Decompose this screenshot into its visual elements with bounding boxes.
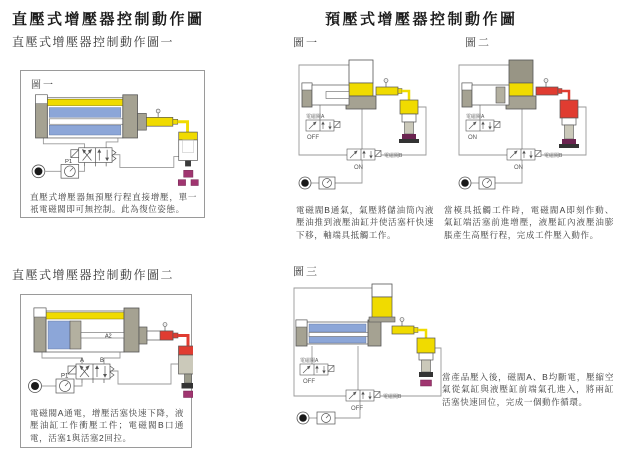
left-fig1-box [20, 70, 205, 218]
right-fig1-label: 圖一 [293, 37, 319, 49]
press-cylinder [179, 346, 194, 389]
valve-b [347, 149, 403, 171]
hydraulic-cylinder-horizontal [296, 320, 381, 346]
air-source-icon [29, 380, 42, 393]
pressure-gauge-icon [56, 374, 74, 394]
reservoir-press [417, 338, 435, 377]
air-source-icon [299, 177, 311, 189]
pressure-gauge-icon [61, 159, 79, 178]
right-fig3-caption: 當產品壓入後，磁閥A、B均斷電，壓縮空氣從氣缸與液壓缸前端氣孔進入，將兩缸活塞快速回位，完成一個動作循環。 [442, 372, 614, 407]
pressure-gauge-icon [479, 177, 495, 189]
port-b-label: B [100, 358, 105, 364]
valve-b-label: 電磁閥B [384, 153, 403, 159]
left-fig1-diagram [21, 85, 206, 187]
rod-label: A2 [105, 333, 112, 340]
right-fig1-caption: 電磁閥B通氣，氣壓將儲油筒內液壓油推到液壓油缸并使活塞杆快速下移，軸端具抵觸工作。 [296, 205, 434, 240]
valve-b-state: ON [354, 165, 363, 171]
left-fig2-box [20, 294, 192, 448]
left-fig1-label: 圖一 [31, 80, 55, 91]
bleed-valve-icon [163, 323, 167, 327]
right-fig1-diagram [292, 52, 447, 202]
valve-a-state: ON [468, 135, 477, 141]
press-cylinder [179, 132, 198, 166]
right-fig3-label: 圖三 [293, 266, 319, 278]
air-cylinder-vertical [369, 284, 395, 322]
valve-b-state: OFF [351, 406, 363, 412]
air-source-icon [459, 177, 471, 189]
right-fig2-diagram [452, 52, 612, 202]
workpiece [178, 170, 198, 185]
output-ram [146, 109, 187, 132]
port-a-label: A [80, 358, 85, 364]
air-source-icon [32, 165, 45, 178]
valve-a [466, 113, 500, 141]
booster-cylinder [34, 308, 147, 352]
valve-b-label: 電磁閥B [383, 394, 402, 400]
right-section-title: 預壓式增壓器控制動作圖 [325, 11, 518, 28]
output-ram [392, 318, 426, 339]
gauge-label: P1 [61, 373, 69, 380]
output-ram [147, 323, 188, 347]
booster-cylinder [36, 95, 147, 138]
left-fig2-caption: 電磁閥A通電，增壓活塞快速下降，液壓油缸工作衝壓工件；電磁閥B口通電，活塞1與活塞2回拉。 [30, 408, 184, 443]
output-ram [376, 79, 409, 101]
air-cylinder-vertical [506, 60, 536, 109]
pressure-gauge-icon [317, 412, 335, 424]
right-fig3-diagram [288, 276, 463, 434]
reservoir-press [399, 100, 419, 143]
valve-a-state: OFF [303, 379, 315, 385]
valve-b [507, 149, 563, 171]
workpiece [421, 380, 432, 386]
solenoid-valve-icon [71, 148, 116, 167]
left-subtitle-fig1: 直壓式增壓器控制動作圖一 [12, 35, 175, 49]
air-cylinder-vertical [346, 60, 376, 109]
gauge-label: P1 [64, 158, 73, 165]
valve-a-state: OFF [307, 135, 319, 141]
right-fig2-label: 圖二 [465, 37, 491, 49]
valve-b [346, 390, 402, 412]
air-source-icon [297, 412, 309, 424]
output-ram [536, 79, 569, 101]
bleed-valve-icon [384, 79, 388, 83]
hydraulic-cylinder-horizontal [462, 83, 509, 107]
solenoid-valve-icon [68, 358, 114, 383]
left-fig1-caption: 直壓式增壓器無預壓行程直接增壓，單一衹電磁閥即可無控制。此為復位姿態。 [30, 192, 197, 215]
bleed-valve-icon [156, 109, 160, 113]
bleed-valve-icon [400, 318, 404, 322]
valve-a [300, 357, 334, 385]
valve-a-label: 電磁閥A [306, 114, 325, 120]
right-fig2-caption: 當模具抵觸工件時，電磁閥A即刻作動、氣缸端活塞前進增壓，液壓缸內液壓油膨脹產生高壓行程，完成工件壓入動作。 [444, 205, 614, 240]
hydraulic-cylinder-horizontal [302, 83, 349, 107]
valve-a-label: 電磁閥A [300, 358, 319, 364]
left-fig2-diagram [21, 298, 193, 402]
workpiece [184, 391, 194, 398]
pressure-gauge-icon [319, 177, 335, 189]
valve-a-label: 電磁閥A [466, 114, 485, 120]
valve-b-state: ON [514, 165, 523, 171]
valve-a [306, 113, 340, 141]
left-section-title: 直壓式增壓器控制動作圖 [12, 11, 205, 28]
left-subtitle-fig2: 直壓式增壓器控制動作圖二 [12, 268, 175, 282]
reservoir-press [559, 100, 579, 148]
bleed-valve-icon [544, 79, 548, 83]
valve-b-label: 電磁閥B [544, 153, 563, 159]
